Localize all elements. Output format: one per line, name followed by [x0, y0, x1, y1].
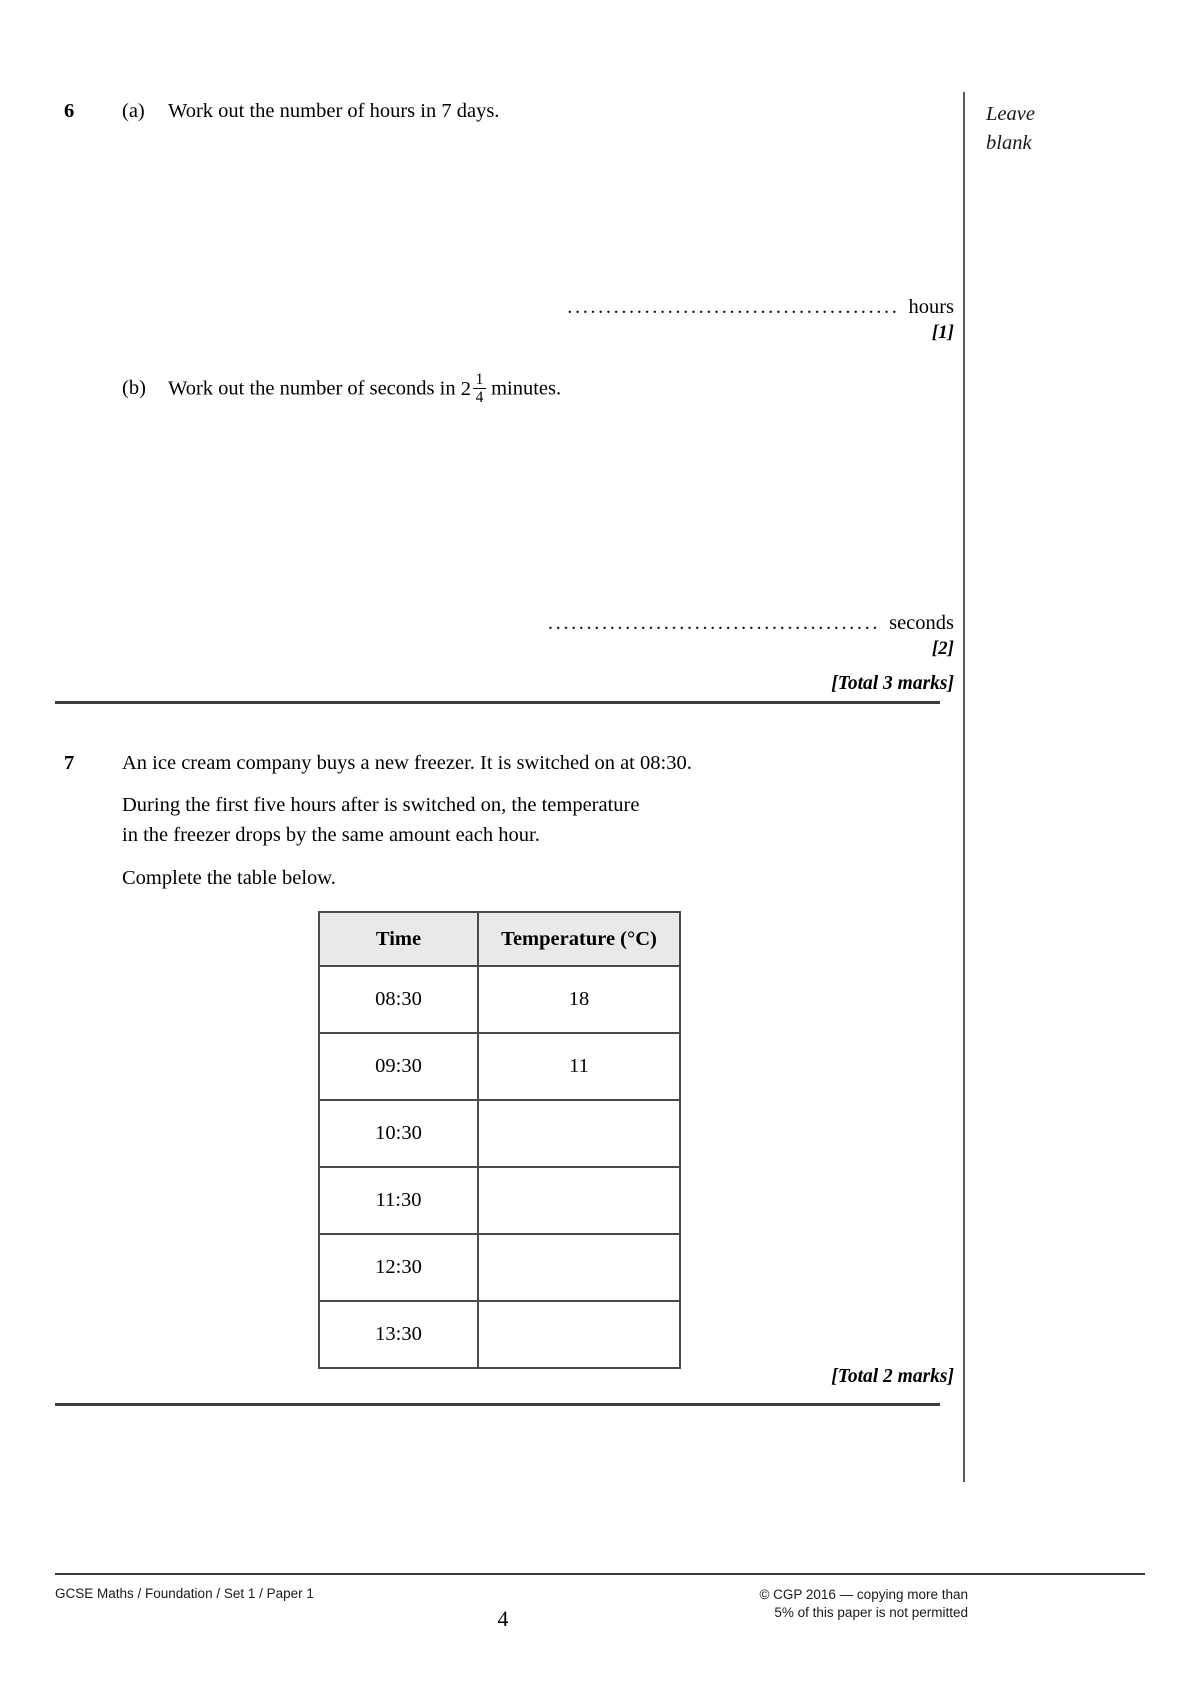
leave-blank-line2: blank: [986, 132, 1032, 154]
question-6-part-b: [64, 373, 954, 406]
footer-paper-info: GCSE Maths / Foundation / Set 1 / Paper 1: [55, 1586, 314, 1601]
cell-time: 12:30: [319, 1234, 478, 1301]
question-6-total-marks: [Total 3 marks]: [831, 673, 954, 694]
table-body: [319, 966, 680, 1368]
part-b-marks: [2]: [931, 638, 954, 659]
leave-blank-line1: Leave: [986, 103, 1035, 125]
fraction-numerator: 1: [475, 371, 484, 388]
question-7-instruction: Complete the table below.: [122, 867, 336, 889]
part-b-answer-line[interactable]: [64, 612, 954, 635]
question-7-intro: [64, 748, 954, 778]
leave-blank-note: [986, 100, 1166, 158]
question-7: [64, 748, 954, 893]
part-a-answer-line[interactable]: [64, 296, 954, 319]
part-b-text: [168, 373, 561, 406]
table-header-time: Time: [319, 912, 478, 966]
part-b-answer-dots[interactable]: ...........................................: [547, 612, 881, 634]
cell-temperature[interactable]: [478, 1167, 680, 1234]
cell-temperature[interactable]: [478, 1301, 680, 1368]
part-b-answer-unit: seconds: [889, 612, 954, 634]
question-7-total-marks: [Total 2 marks]: [831, 1366, 954, 1387]
table-row: [319, 1301, 680, 1368]
question-7-instruction-wrap: [64, 863, 954, 893]
part-b-text-before: Work out the number of seconds in: [168, 377, 456, 400]
table-row: [319, 966, 680, 1033]
cell-time: 08:30: [319, 966, 478, 1033]
table-row: [319, 1234, 680, 1301]
cell-temperature[interactable]: [478, 1234, 680, 1301]
cell-time: 10:30: [319, 1100, 478, 1167]
question-7-divider: [55, 1403, 940, 1406]
question-7-paragraph-2-wrap: [64, 790, 954, 850]
footer-copyright-line2: 5% of this paper is not permitted: [774, 1605, 968, 1620]
part-a-text: Work out the number of hours in 7 days.: [168, 100, 500, 122]
table-header-temperature: Temperature (°C): [478, 912, 680, 966]
fraction-part: [473, 372, 486, 405]
temperature-table: [318, 911, 681, 1369]
question-6-number: 6: [64, 100, 75, 122]
footer-rule: [55, 1573, 1145, 1575]
table-row: [319, 1167, 680, 1234]
cell-temperature[interactable]: [478, 1100, 680, 1167]
footer-copyright-line1: © CGP 2016 — copying more than: [759, 1587, 968, 1602]
cell-time: 11:30: [319, 1167, 478, 1234]
cell-temperature[interactable]: 11: [478, 1033, 680, 1100]
part-a-marks: [1]: [931, 322, 954, 343]
footer-page-number: 4: [497, 1606, 509, 1631]
table-header-row: [319, 912, 680, 966]
part-b-text-after: minutes.: [491, 377, 562, 400]
question-7-paragraph-1: An ice cream company buys a new freezer. It is switched on at 08:30.: [122, 752, 692, 774]
question-6: [64, 96, 954, 126]
part-a-answer-dots[interactable]: ...........................................: [567, 296, 900, 318]
question-6-divider: [55, 701, 940, 704]
part-a-answer-unit: hours: [908, 296, 954, 318]
part-a-answer-block: [64, 296, 954, 344]
table-row: [319, 1100, 680, 1167]
part-a-label: (a): [122, 100, 145, 122]
cell-time: 09:30: [319, 1033, 478, 1100]
question-7-paragraph-2-line2: in the freezer drops by the same amount each hour.: [122, 824, 540, 846]
question-7-paragraph-2-line1: During the first five hours after is switched on, the temperature: [122, 794, 640, 816]
question-7-number: 7: [64, 752, 75, 774]
table-row: [319, 1033, 680, 1100]
question-6-part-a: [64, 96, 954, 126]
mixed-fraction: [461, 373, 486, 406]
cell-temperature[interactable]: 18: [478, 966, 680, 1033]
temperature-table-wrapper: [318, 911, 681, 1369]
part-b-label: (b): [122, 377, 146, 399]
fraction-whole: 2: [460, 378, 471, 401]
cell-time: 13:30: [319, 1301, 478, 1368]
fraction-denominator: 4: [475, 389, 484, 407]
part-b-answer-block: [64, 612, 954, 660]
margin-divider-rule: [963, 92, 965, 1482]
